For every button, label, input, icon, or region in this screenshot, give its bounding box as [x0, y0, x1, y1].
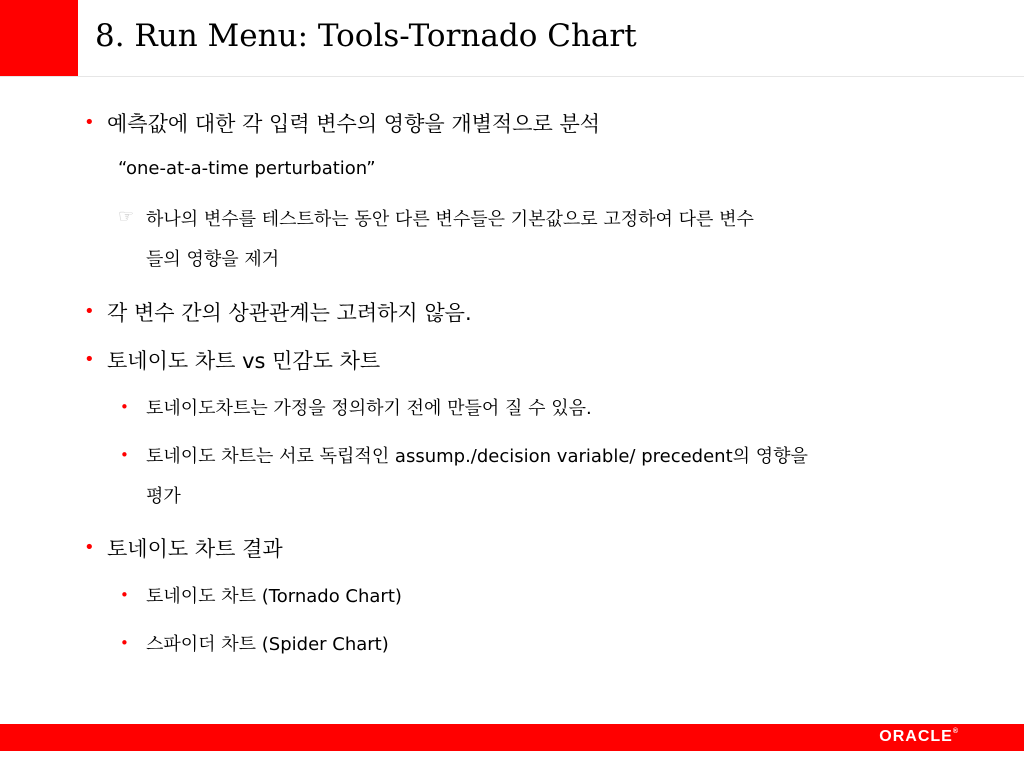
sub-bullet-dot: •: [120, 586, 129, 604]
bullet-3-sub-1: 토네이도차트는 가정을 정의하기 전에 만들어 질 수 있음.: [146, 398, 592, 419]
slide-title: 8. Run Menu: Tools-Tornado Chart: [95, 18, 637, 54]
footer-bar: [0, 724, 1024, 751]
bullet-2-text: 각 변수 간의 상관관계는 고려하지 않음.: [107, 301, 472, 325]
sub-bullet-dot: •: [120, 634, 129, 652]
bullet-dot: •: [84, 537, 95, 558]
bullet-dot: •: [84, 349, 95, 370]
bullet-1-text: 예측값에 대한 각 입력 변수의 영향을 개별적으로 분석: [107, 112, 601, 136]
bullet-3-sub-2-line-1: 토네이도 차트는 서로 독립적인 assump./decision variable/ precedent의 영향을: [146, 446, 808, 467]
title-accent-block: [0, 0, 78, 76]
bullet-dot: •: [84, 112, 95, 133]
sub-bullet-dot: •: [120, 398, 129, 416]
oracle-logo-text: ORACLE: [879, 728, 953, 745]
registered-mark: ®: [952, 728, 958, 735]
bullet-1-note-line-2: 들의 영향을 제거: [146, 249, 280, 270]
bullet-4-sub-1: 토네이도 차트 (Tornado Chart): [146, 586, 402, 607]
bullet-3-sub-2-line-2: 평가: [146, 486, 181, 507]
bullet-3-text: 토네이도 차트 vs 민감도 차트: [107, 349, 381, 373]
title-divider: [0, 76, 1024, 77]
bullet-1-note-line-1: 하나의 변수를 테스트하는 동안 다른 변수들은 기본값으로 고정하여 다른 변수: [146, 209, 754, 230]
bullet-4-text: 토네이도 차트 결과: [107, 537, 283, 561]
oracle-logo: [879, 728, 958, 746]
sub-bullet-dot: •: [120, 446, 129, 464]
pointing-hand-icon: ☞: [118, 206, 135, 227]
bullet-1-quote: “one-at-a-time perturbation”: [118, 158, 376, 179]
bullet-dot: •: [84, 301, 95, 322]
bullet-4-sub-2: 스파이더 차트 (Spider Chart): [146, 634, 389, 655]
